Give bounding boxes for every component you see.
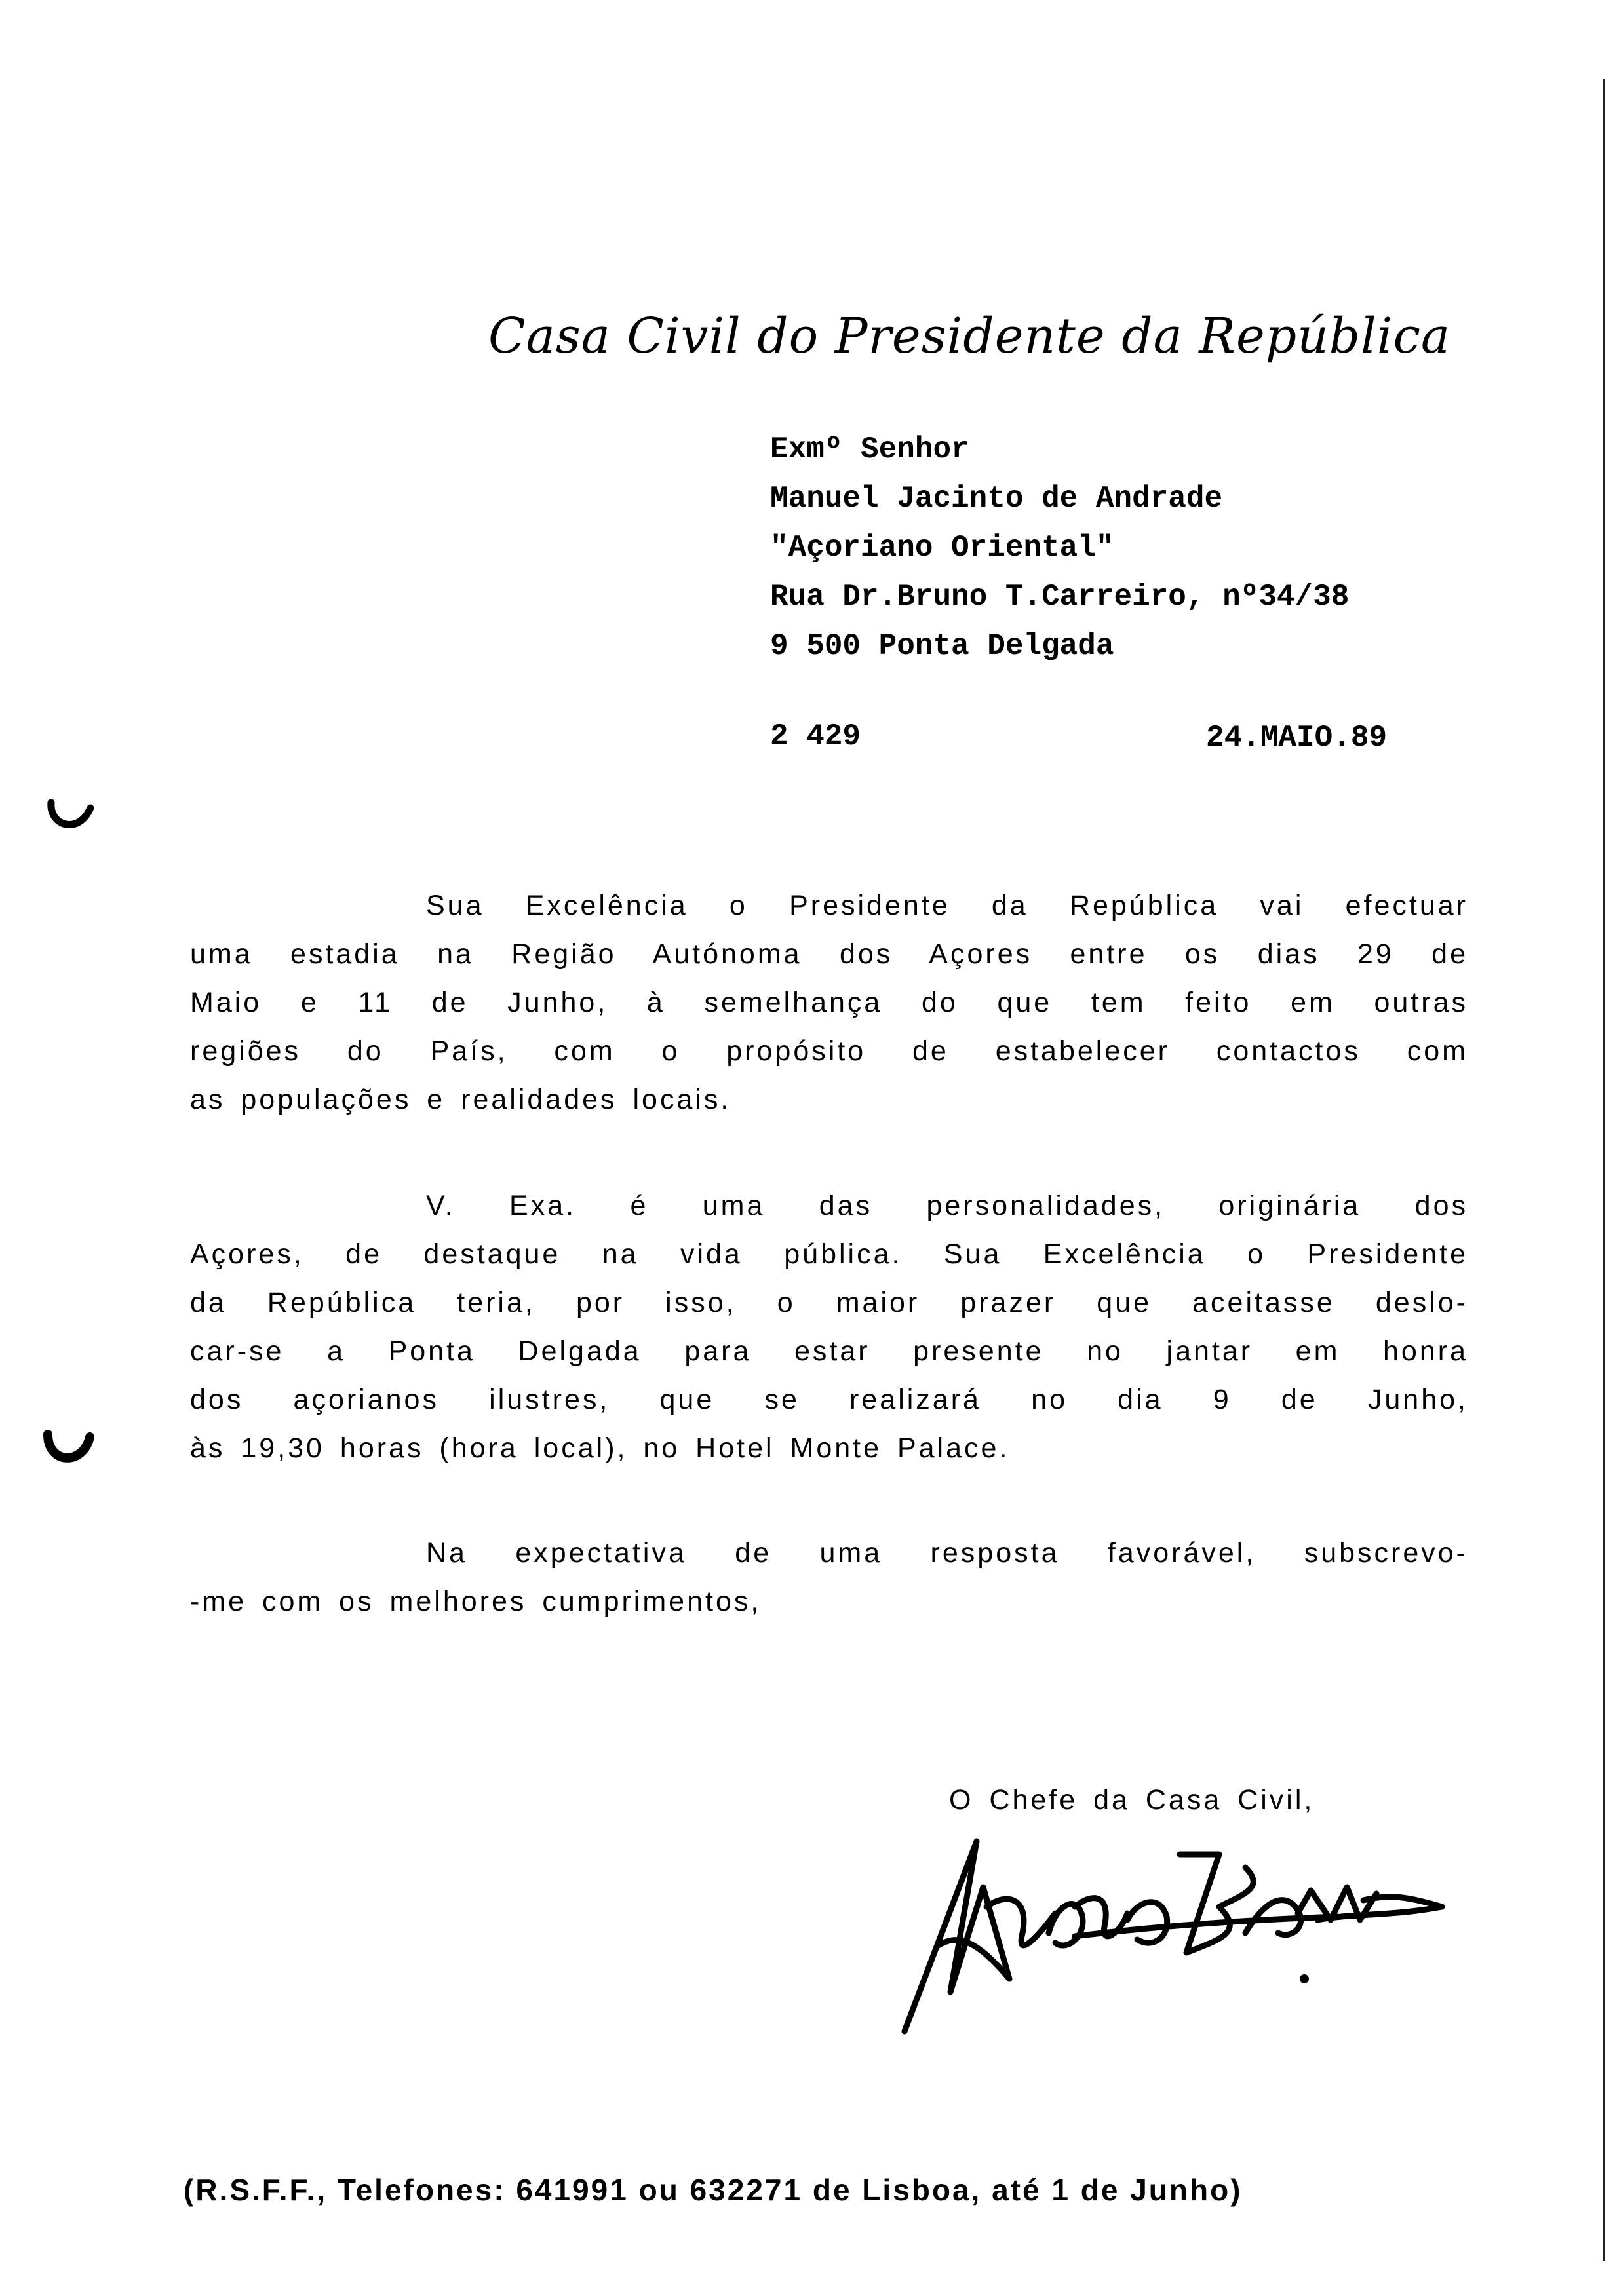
paragraph-2-line-6: às 19,30 horas (hora local), no Hotel Monte Palace.: [190, 1432, 1010, 1464]
binder-hole-mark-icon: [46, 796, 95, 842]
recipient-salutation: Exmº Senhor: [770, 432, 969, 467]
paragraph-2-line-3: da República teria, por isso, o maior prazer que aceitasse deslo-: [190, 1287, 1468, 1318]
paragraph-2-line-1: V. Exa. é uma das personalidades, originária dos: [426, 1190, 1468, 1221]
paragraph-1-line-4: regiões do País, com o propósito de estabelecer contactos com: [190, 1035, 1468, 1067]
paragraph-1-line-3: Maio e 11 de Junho, à semelhança do que tem feito em outras: [190, 987, 1468, 1018]
recipient-organization: "Açoriano Oriental": [770, 531, 1114, 565]
paragraph-1-line-5: as populações e realidades locais.: [190, 1084, 731, 1115]
paragraph-3-line-1: Na expectativa de uma resposta favorável, subscrevo-: [426, 1537, 1468, 1569]
paragraph-3-line-2: -me com os melhores cumprimentos,: [190, 1586, 762, 1617]
closing-line: O Chefe da Casa Civil,: [949, 1784, 1315, 1816]
paragraph-2-line-4: car-se a Ponta Delgada para estar presente no jantar em honra: [190, 1335, 1468, 1367]
paragraph-1-line-2: uma estadia na Região Autónoma dos Açores entre os dias 29 de: [190, 938, 1468, 970]
letter-date: 24.MAIO.89: [1206, 721, 1388, 755]
binder-hole-mark-icon: [43, 1425, 95, 1474]
paragraph-1-line-1: Sua Excelência o Presidente da República vai efectuar: [426, 890, 1468, 921]
handwritten-signature-icon: [878, 1828, 1455, 2051]
footer-note: (R.S.F.F., Telefones: 641991 ou 632271 de Lisboa, até 1 de Junho): [184, 2173, 1243, 2207]
reference-number: 2 429: [770, 719, 861, 754]
page-edge-line: [1603, 79, 1605, 2261]
letterhead-title: Casa Civil do Presidente da República: [488, 308, 1451, 364]
recipient-name: Manuel Jacinto de Andrade: [770, 482, 1223, 516]
recipient-city: 9 500 Ponta Delgada: [770, 629, 1114, 663]
recipient-street: Rua Dr.Bruno T.Carreiro, nº34/38: [770, 580, 1350, 614]
paragraph-2-line-5: dos açorianos ilustres, que se realizará no dia 9 de Junho,: [190, 1384, 1468, 1415]
paragraph-2-line-2: Açores, de destaque na vida pública. Sua Excelência o Presidente: [190, 1238, 1468, 1270]
